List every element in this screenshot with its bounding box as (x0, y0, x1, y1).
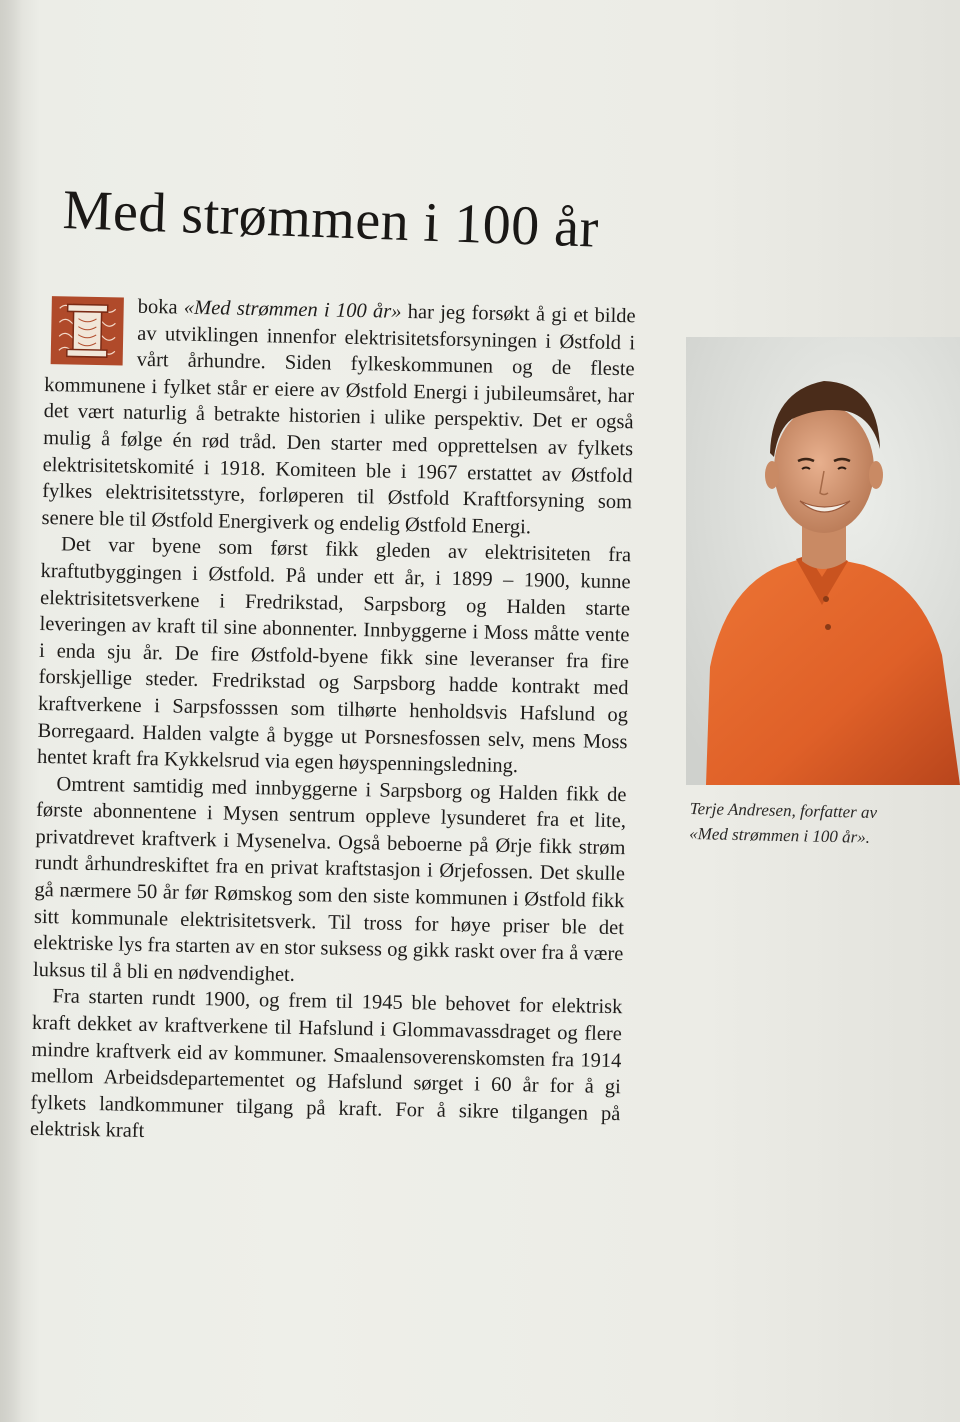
ornamental-i-icon (51, 296, 124, 365)
paragraph-2: Det var byene som først fikk gleden av elektrisiteten fra kraftutbyggingen i Østfold. På under ett år, i 1899 – 1900, kunne elektrisitetsverkene i Fredrikstad, Sarpsborg og Halden starte leveringen av kraft til sine abonnenter. Innbyggerne i Moss måtte vente i enda sju år. De fire Østfold-byene fikk sine leveranser fra fire forskjellige steder. Fredrikstad og Sarpsborg hadde kontrakt med kraftverkene i Sarpsfosssen som tilhørte henholdsvis Hafslund og Borregaard. Halden valgte å bygge ut Porsnesfossen selv, mens Moss hentet kraft fra Kykkelsrud via egen høyspenningsledning. (36, 533, 632, 778)
page-binding-shadow (0, 0, 22, 1422)
caption-line-2: «Med strømmen i 100 år». (689, 823, 871, 847)
paragraph-1-rest: har jeg forsøkt å gi et bilde av utviklingen innenfor elektrisitetsforsyningen i Østfold i vårt århundre. Siden fylkeskommunen og de fleste kommunene i fylket står er eiere av Østfold Energi i jubileumsåret, har det vært naturlig å betrakte historien i ulike perspektiv. Det er også mulig å følge én rød tråd. Den starter med opprettelsen av fylkets elektrisitetskomité i 1918. Komiteen ble i 1967 erstattet av Østfold fylkes elektrisitetsstyre, forløperen til Østfold Kraftforsyning som senere ble til Østfold Energiverk og endelig Østfold Energi. (41, 300, 636, 539)
paragraph-1-lead: boka (137, 295, 185, 319)
article-body (30, 292, 636, 1154)
author-photo (686, 337, 960, 785)
book-title-italic: «Med strømmen i 100 år» (183, 296, 402, 323)
portrait-figure (686, 337, 960, 785)
caption-line-1: Terje Andresen, forfatter av (689, 798, 878, 822)
paragraph-3: Omtrent samtidig med innbyggerne i Sarpsborg og Halden fikk de første abonnentene i Mysen sentrum oppleve lysunderet fra et lite, privatdrevet kraftverk i Mysenelva. Også beboerne på Ørje fikk strøm rundt århundreskiftet fra en privat kraftstasjon i Ørjefossen. Det skulle gå nærmere 50 år før Rømskog som den siste kommunen i Østfold fikk sitt kommunale elektrisitetsverk. Til tross for høye priser ble det elektriske lys fra starten av en stor suksess og gikk raskt over fra å være luksus til å bli en nødvendighet. (32, 772, 627, 986)
paragraph-4: Fra starten rundt 1900, og frem til 1945 ble behovet for elektrisk kraft dekket av kraftverkene til Hafslund i Glommavassdraget og flere mindre kraftverk eid av kommuner. Smaalensoverenskomsten fra 1914 mellom Arbeidsdepartementet og Hafslund sørget i 60 år for å gi fylkets landkommuner tilgang på kraft. For å sikre tilgangen på elektrisk kraft (29, 985, 623, 1143)
photo-caption (689, 796, 950, 851)
dropcap-ornament (51, 296, 124, 365)
paragraph-1 (41, 292, 635, 543)
page-title: Med strømmen i 100 år (61, 178, 600, 260)
